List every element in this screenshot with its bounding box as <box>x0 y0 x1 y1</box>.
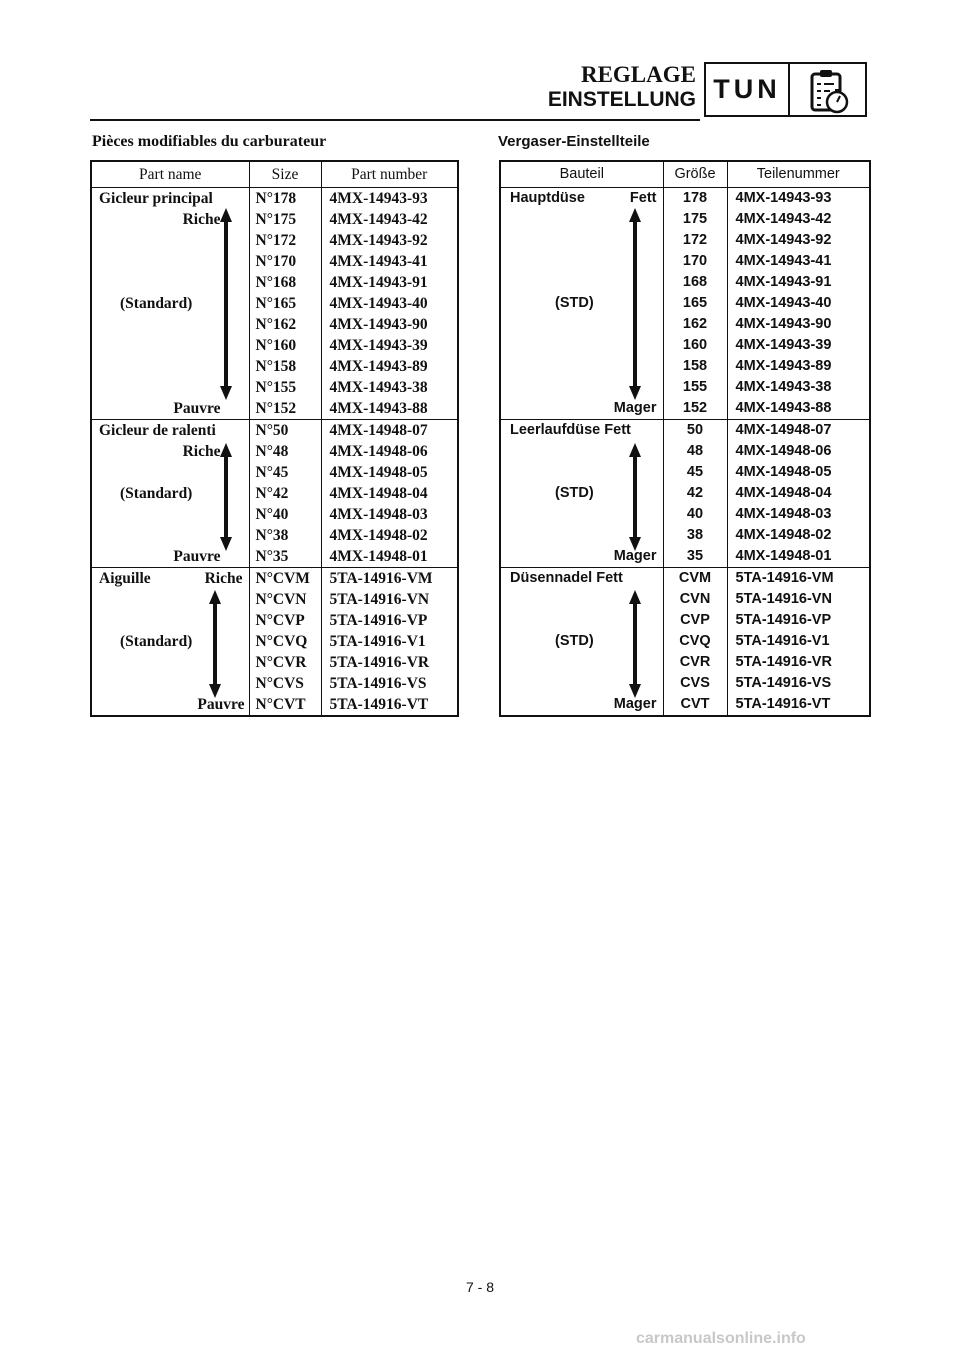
size-cell: CVP <box>663 610 727 631</box>
size-cell: 50 <box>663 420 727 442</box>
lean-label: Pauvre <box>173 400 221 417</box>
size-cell: N°CVN <box>249 589 321 610</box>
header-rule <box>90 119 700 121</box>
part-number-cell: 4MX-14948-05 <box>727 462 870 483</box>
size-cell: N°178 <box>249 188 321 210</box>
part-number-cell: 4MX-14943-88 <box>321 398 458 420</box>
size-cell: CVM <box>663 568 727 590</box>
parts-table-de <box>499 160 871 717</box>
part-number-cell: 4MX-14943-90 <box>321 314 458 335</box>
size-cell: N°CVS <box>249 673 321 694</box>
part-number-cell: 5TA-14916-VR <box>727 652 870 673</box>
rich-lean-arrow <box>213 604 217 684</box>
size-cell: 165 <box>663 293 727 314</box>
size-cell: CVQ <box>663 631 727 652</box>
size-cell: N°170 <box>249 251 321 272</box>
lean-label: Mager <box>613 548 657 564</box>
size-cell: N°158 <box>249 356 321 377</box>
size-cell: 152 <box>663 398 727 420</box>
part-number-cell: 4MX-14943-39 <box>727 335 870 356</box>
part-number-cell: 5TA-14916-VT <box>727 694 870 716</box>
size-cell: CVR <box>663 652 727 673</box>
part-number-cell: 5TA-14916-V1 <box>321 631 458 652</box>
size-cell: 162 <box>663 314 727 335</box>
size-cell: 40 <box>663 504 727 525</box>
part-number-cell: 4MX-14948-07 <box>727 420 870 442</box>
part-number-cell: 4MX-14943-38 <box>727 377 870 398</box>
rich-lean-arrow <box>633 457 637 537</box>
rich-lean-arrow <box>633 222 637 386</box>
lean-label: Pauvre <box>173 548 221 565</box>
size-cell: 155 <box>663 377 727 398</box>
part-number-cell: 5TA-14916-VS <box>727 673 870 694</box>
size-cell: N°CVQ <box>249 631 321 652</box>
size-cell: 45 <box>663 462 727 483</box>
lean-label: Mager <box>613 400 657 416</box>
section-title-de: Vergaser-Einstellteile <box>498 133 650 150</box>
size-cell: N°45 <box>249 462 321 483</box>
part-number-cell: 4MX-14943-40 <box>321 293 458 314</box>
part-number-cell: 4MX-14948-01 <box>727 546 870 568</box>
size-cell: 38 <box>663 525 727 546</box>
part-number-cell: 4MX-14948-06 <box>321 441 458 462</box>
size-cell: N°CVP <box>249 610 321 631</box>
standard-label: (Standard) <box>120 295 193 312</box>
lean-label: Mager <box>613 696 657 712</box>
column-header: Bauteil <box>500 161 663 188</box>
size-cell: 160 <box>663 335 727 356</box>
size-cell: CVT <box>663 694 727 716</box>
part-name: Aiguille <box>99 570 151 587</box>
part-number-cell: 4MX-14948-05 <box>321 462 458 483</box>
size-cell: N°50 <box>249 420 321 442</box>
part-number-cell: 4MX-14943-39 <box>321 335 458 356</box>
size-cell: N°160 <box>249 335 321 356</box>
part-number-cell: 4MX-14948-07 <box>321 420 458 442</box>
part-number-cell: 5TA-14916-VN <box>321 589 458 610</box>
part-number-cell: 5TA-14916-VP <box>321 610 458 631</box>
size-cell: N°155 <box>249 377 321 398</box>
size-cell: 35 <box>663 546 727 568</box>
standard-label: (Standard) <box>120 633 193 650</box>
size-cell: 48 <box>663 441 727 462</box>
part-number-cell: 5TA-14916-V1 <box>727 631 870 652</box>
rich-label: Fett <box>629 190 657 206</box>
part-number-cell: 4MX-14948-03 <box>321 504 458 525</box>
size-cell: N°172 <box>249 230 321 251</box>
part-number-cell: 4MX-14943-91 <box>727 272 870 293</box>
part-number-cell: 4MX-14943-93 <box>321 188 458 210</box>
clipboard-stopwatch-icon <box>790 62 867 117</box>
watermark: carmanualsonline.info <box>636 1330 806 1347</box>
part-number-cell: 4MX-14943-90 <box>727 314 870 335</box>
standard-label: (Standard) <box>120 485 193 502</box>
size-cell: N°CVT <box>249 694 321 716</box>
rich-label: Riche <box>182 211 221 228</box>
size-cell: N°165 <box>249 293 321 314</box>
part-number-cell: 5TA-14916-VP <box>727 610 870 631</box>
size-cell: N°168 <box>249 272 321 293</box>
part-number-cell: 4MX-14948-04 <box>321 483 458 504</box>
part-number-cell: 4MX-14948-04 <box>727 483 870 504</box>
section-code-badge: TUN <box>704 62 790 117</box>
part-number-cell: 4MX-14943-42 <box>321 209 458 230</box>
size-cell: 170 <box>663 251 727 272</box>
size-cell: 178 <box>663 188 727 210</box>
part-number-cell: 4MX-14943-92 <box>727 230 870 251</box>
size-cell: N°175 <box>249 209 321 230</box>
part-number-cell: 4MX-14948-03 <box>727 504 870 525</box>
rich-lean-arrow <box>633 604 637 684</box>
size-cell: N°CVM <box>249 568 321 590</box>
part-number-cell: 4MX-14943-92 <box>321 230 458 251</box>
size-cell: N°CVR <box>249 652 321 673</box>
size-cell: N°35 <box>249 546 321 568</box>
lean-label: Pauvre <box>197 696 245 713</box>
rich-lean-arrow <box>224 457 228 537</box>
part-number-cell: 4MX-14943-88 <box>727 398 870 420</box>
part-number-cell: 5TA-14916-VR <box>321 652 458 673</box>
part-number-cell: 4MX-14943-42 <box>727 209 870 230</box>
column-header: Part name <box>91 161 249 188</box>
size-cell: N°38 <box>249 525 321 546</box>
part-name: Gicleur principal <box>99 190 213 207</box>
part-name: Düsennadel Fett <box>500 568 663 590</box>
size-cell: N°48 <box>249 441 321 462</box>
part-number-cell: 5TA-14916-VS <box>321 673 458 694</box>
size-cell: 168 <box>663 272 727 293</box>
part-name: Leerlaufdüse Fett <box>500 420 663 442</box>
size-cell: 172 <box>663 230 727 251</box>
part-number-cell: 4MX-14948-01 <box>321 546 458 568</box>
column-header: Größe <box>663 161 727 188</box>
size-cell: CVS <box>663 673 727 694</box>
column-header: Part number <box>321 161 458 188</box>
standard-label: (STD) <box>555 633 594 649</box>
part-number-cell: 4MX-14943-89 <box>321 356 458 377</box>
part-number-cell: 4MX-14943-93 <box>727 188 870 210</box>
standard-label: (STD) <box>555 485 594 501</box>
part-number-cell: 4MX-14943-38 <box>321 377 458 398</box>
size-cell: 42 <box>663 483 727 504</box>
size-cell: CVN <box>663 589 727 610</box>
part-number-cell: 5TA-14916-VM <box>727 568 870 590</box>
size-cell: N°40 <box>249 504 321 525</box>
part-number-cell: 4MX-14943-41 <box>727 251 870 272</box>
part-number-cell: 4MX-14948-02 <box>321 525 458 546</box>
part-number-cell: 4MX-14948-02 <box>727 525 870 546</box>
size-cell: N°152 <box>249 398 321 420</box>
rich-label: Riche <box>182 443 221 460</box>
part-number-cell: 5TA-14916-VM <box>321 568 458 590</box>
part-number-cell: 5TA-14916-VN <box>727 589 870 610</box>
size-cell: N°42 <box>249 483 321 504</box>
size-cell: 175 <box>663 209 727 230</box>
size-cell: N°162 <box>249 314 321 335</box>
part-number-cell: 4MX-14943-89 <box>727 356 870 377</box>
header-title-de: EINSTELLUNG <box>547 88 696 111</box>
part-name: Gicleur de ralenti <box>91 420 249 442</box>
part-number-cell: 4MX-14948-06 <box>727 441 870 462</box>
standard-label: (STD) <box>555 295 594 311</box>
part-number-cell: 5TA-14916-VT <box>321 694 458 716</box>
rich-lean-arrow <box>224 222 228 386</box>
page-number: 7 - 8 <box>465 1279 494 1295</box>
part-name: Hauptdüse <box>510 190 585 206</box>
size-cell: 158 <box>663 356 727 377</box>
part-number-cell: 4MX-14943-91 <box>321 272 458 293</box>
section-title-fr: Pièces modifiables du carburateur <box>92 133 327 150</box>
rich-label: Riche <box>204 570 243 587</box>
parts-table-fr <box>90 160 459 717</box>
column-header: Size <box>249 161 321 188</box>
header-title-fr: REGLAGE <box>580 62 696 87</box>
column-header: Teilenummer <box>727 161 870 188</box>
part-number-cell: 4MX-14943-41 <box>321 251 458 272</box>
part-number-cell: 4MX-14943-40 <box>727 293 870 314</box>
